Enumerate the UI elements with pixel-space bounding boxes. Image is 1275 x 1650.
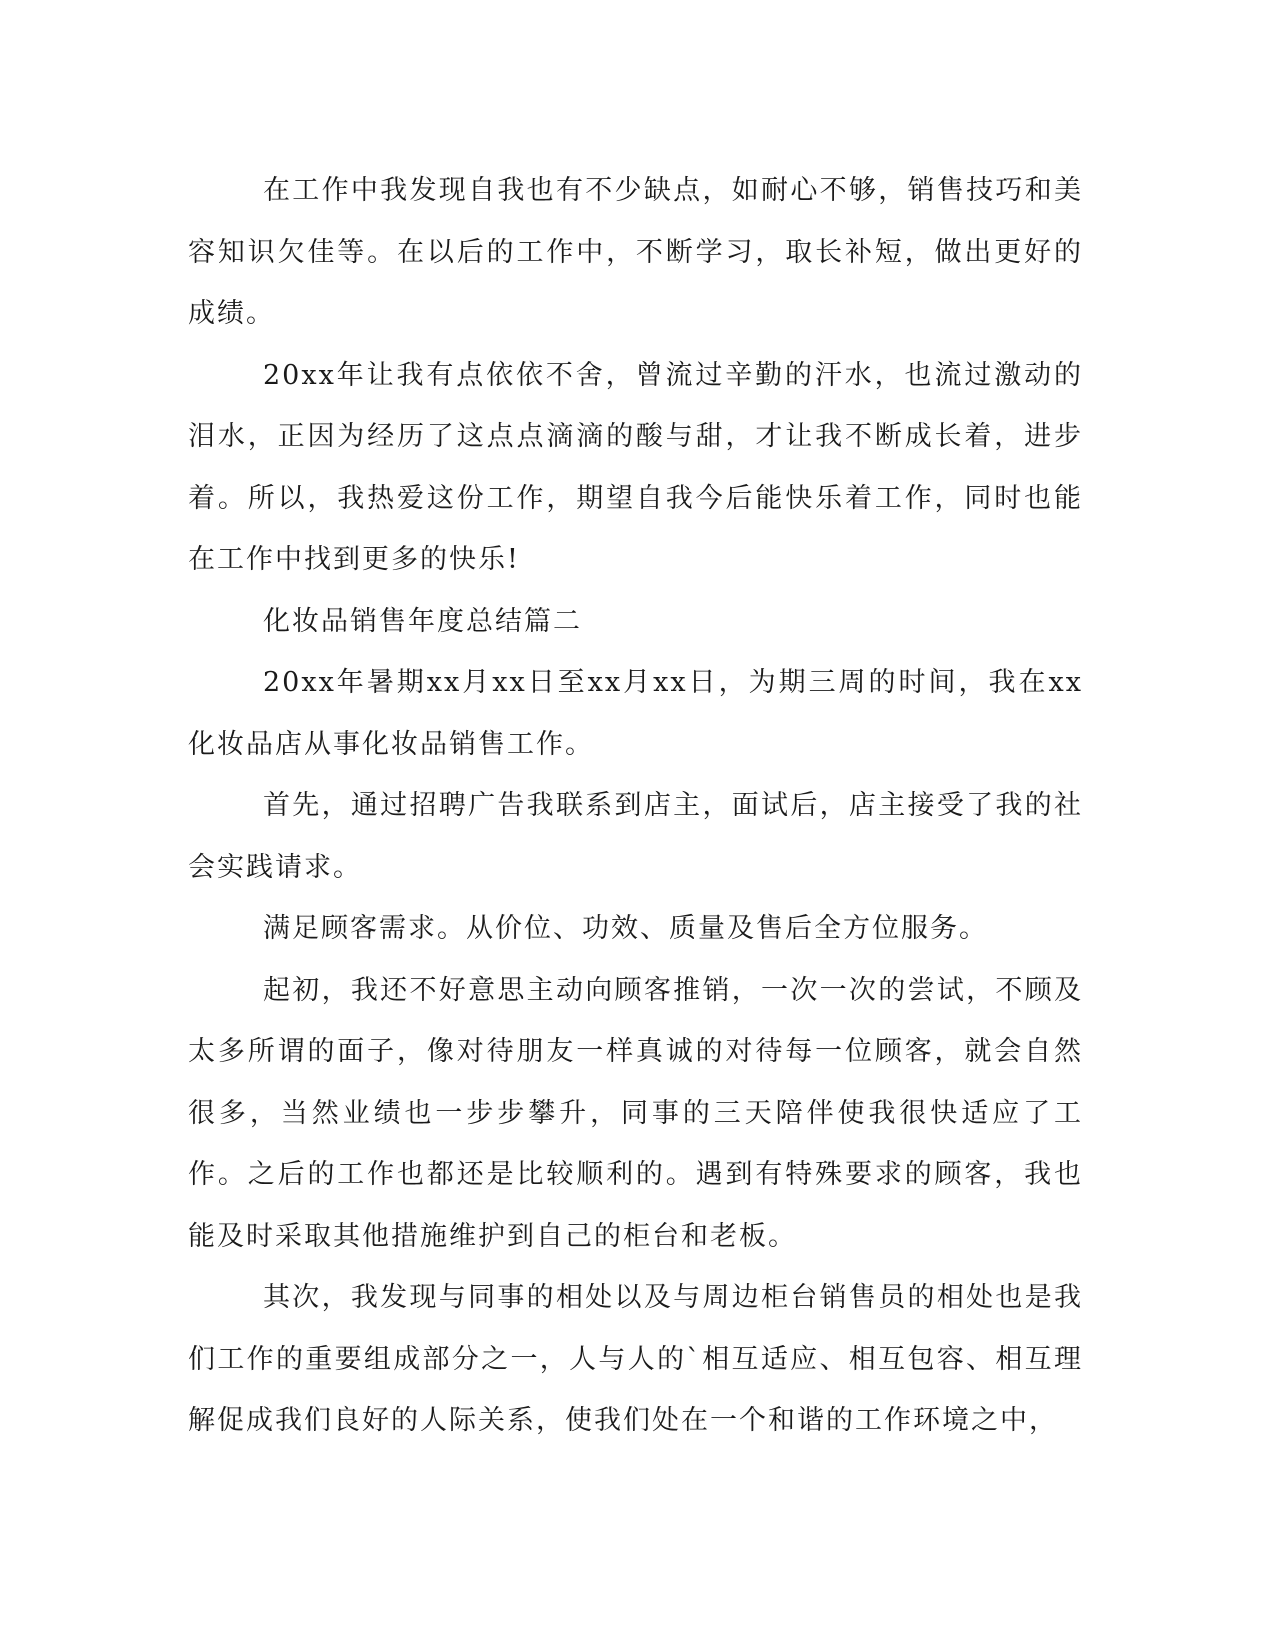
paragraph-year-reflection: 20xx年让我有点依依不舍，曾流过辛勤的汗水，也流过激动的泪水，正因为经历了这点点滴滴的酸与甜，才让我不断成长着，进步着。所以，我热爱这份工作，期望自我今后能快乐着工作，同时也能在工作中找到更多的快乐!: [188, 359, 1083, 575]
paragraph-first: 首先，通过招聘广告我联系到店主，面试后，店主接受了我的社会实践请求。: [188, 790, 1083, 883]
paragraph-internship-intro: 20xx年暑期xx月xx日至xx月xx日，为期三周的时间，我在xx化妆品店从事化妆品销售工作。: [188, 667, 1083, 760]
paragraph-shortcomings: 在工作中我发现自我也有不少缺点，如耐心不够，销售技巧和美容知识欠佳等。在以后的工作中，不断学习，取长补短，做出更好的成绩。: [188, 175, 1083, 329]
paragraph-initially: 起初，我还不好意思主动向顾客推销，一次一次的尝试，不顾及太多所谓的面子，像对待朋友一样真诚的对待每一位顾客，就会自然很多，当然业绩也一步步攀升，同事的三天陪伴使我很快适应了工作。之后的工作也都还是比较顺利的。遇到有特殊要求的顾客，我也能及时采取其他措施维护到自己的柜台和老板。: [188, 974, 1083, 1252]
paragraph-secondly: 其次，我发现与同事的相处以及与周边柜台销售员的相处也是我们工作的重要组成部分之一，人与人的`相互适应、相互包容、相互理解促成我们良好的人际关系，使我们处在一个和谐的工作环境之中，: [188, 1282, 1083, 1436]
document-body: [188, 160, 1083, 1452]
section-heading: 化妆品销售年度总结篇二: [263, 605, 582, 637]
paragraph-customer-needs: 满足顾客需求。从价位、功效、质量及售后全方位服务。: [263, 913, 988, 944]
